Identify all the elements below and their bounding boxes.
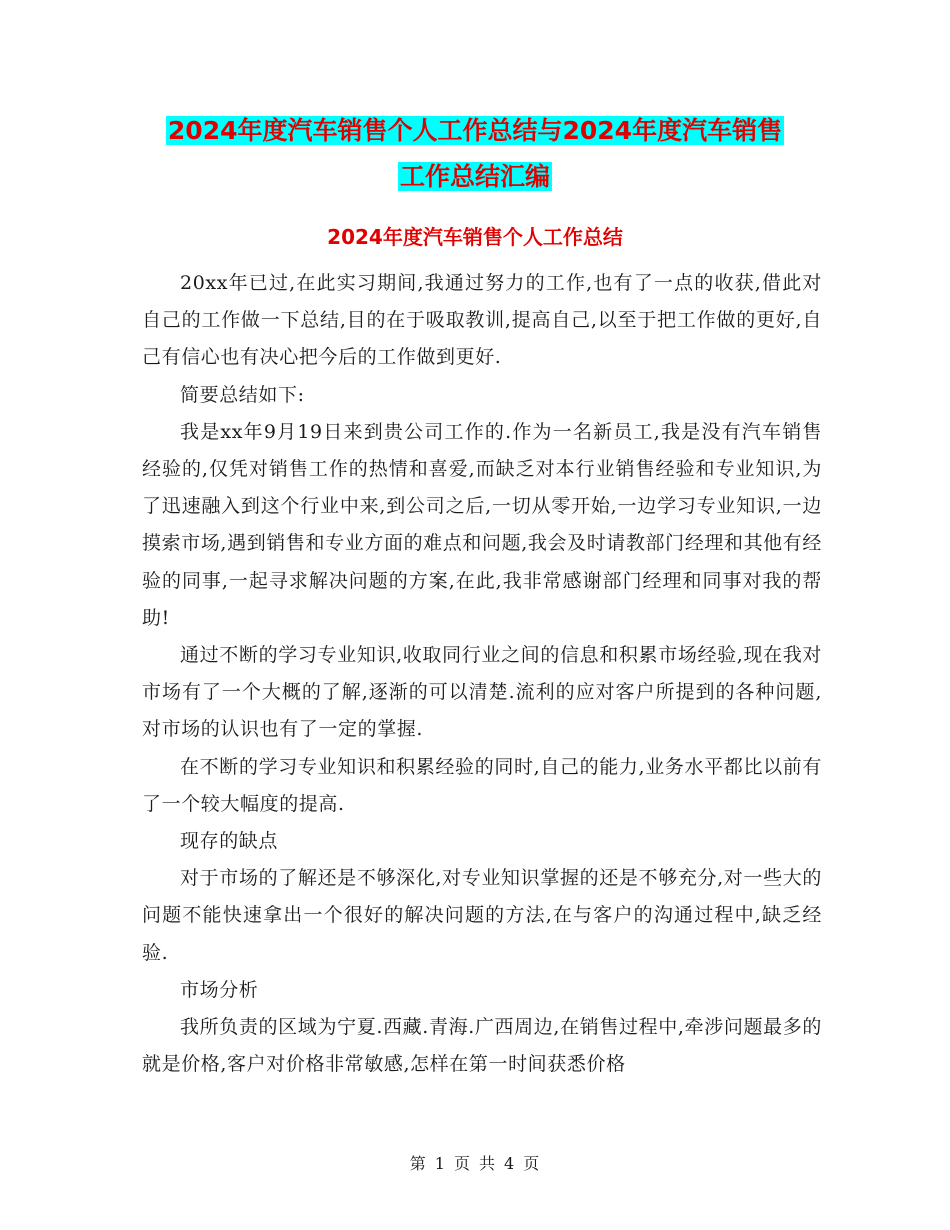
paragraph: 我所负责的区域为宁夏.西藏.青海.广西周边,在销售过程中,牵涉问题最多的就是价格,客户对价格非常敏感,怎样在第一时间获悉价格	[142, 1016, 822, 1076]
paragraph: 简要总结如下:	[180, 383, 305, 406]
document-body	[142, 265, 822, 1083]
document-title-line-1: 2024年度汽车销售个人工作总结与2024年度汽车销售	[167, 116, 783, 145]
footer-suffix: 页	[523, 1154, 541, 1173]
paragraph: 20xx年已过,在此实习期间,我通过努力的工作,也有了一点的收获,借此对自己的工作做一下总结,目的在于吸取教训,提高自己,以至于把工作做的更好,自己有信心也有决心把今后的工作做到更好.	[142, 272, 822, 369]
document-title-line-2: 工作总结汇编	[399, 162, 550, 191]
footer-current-page: 1	[434, 1154, 446, 1173]
paragraph: 在不断的学习专业知识和积累经验的同时,自己的能力,业务水平都比以前有了一个较大幅度的提高.	[142, 755, 822, 815]
section-title: 2024年度汽车销售个人工作总结	[327, 225, 623, 249]
paragraph: 我是xx年9月19日来到贵公司工作的.作为一名新员工,我是没有汽车销售经验的,仅凭对销售工作的热情和喜爱,而缺乏对本行业销售经验和专业知识,为了迅速融入到这个行业中来,到公司之后,一切从零开始,一边学习专业知识,一边摸索市场,遇到销售和专业方面的难点和问题,我会及时请教部门经理和其他有经验的同事,一起寻求解决问题的方案,在此,我非常感谢部门经理和同事对我的帮助!	[142, 420, 822, 629]
footer-total-word: 共	[479, 1154, 497, 1173]
paragraph: 通过不断的学习专业知识,收取同行业之间的信息和积累市场经验,现在我对市场有了一个大概的了解,逐渐的可以清楚.流利的应对客户所提到的各种问题,对市场的认识也有了一定的掌握.	[142, 644, 822, 741]
footer-page-word: 页	[453, 1154, 471, 1173]
document-title	[0, 108, 950, 200]
paragraph: 对于市场的了解还是不够深化,对专业知识掌握的还是不够充分,对一些大的问题不能快速拿出一个很好的解决问题的方法,在与客户的沟通过程中,缺乏经验.	[142, 867, 822, 964]
subheading: 市场分析	[180, 978, 259, 1001]
footer-prefix: 第	[409, 1154, 427, 1173]
subheading: 现存的缺点	[180, 830, 279, 853]
page-footer	[0, 1152, 950, 1176]
footer-total-pages: 4	[504, 1154, 516, 1173]
